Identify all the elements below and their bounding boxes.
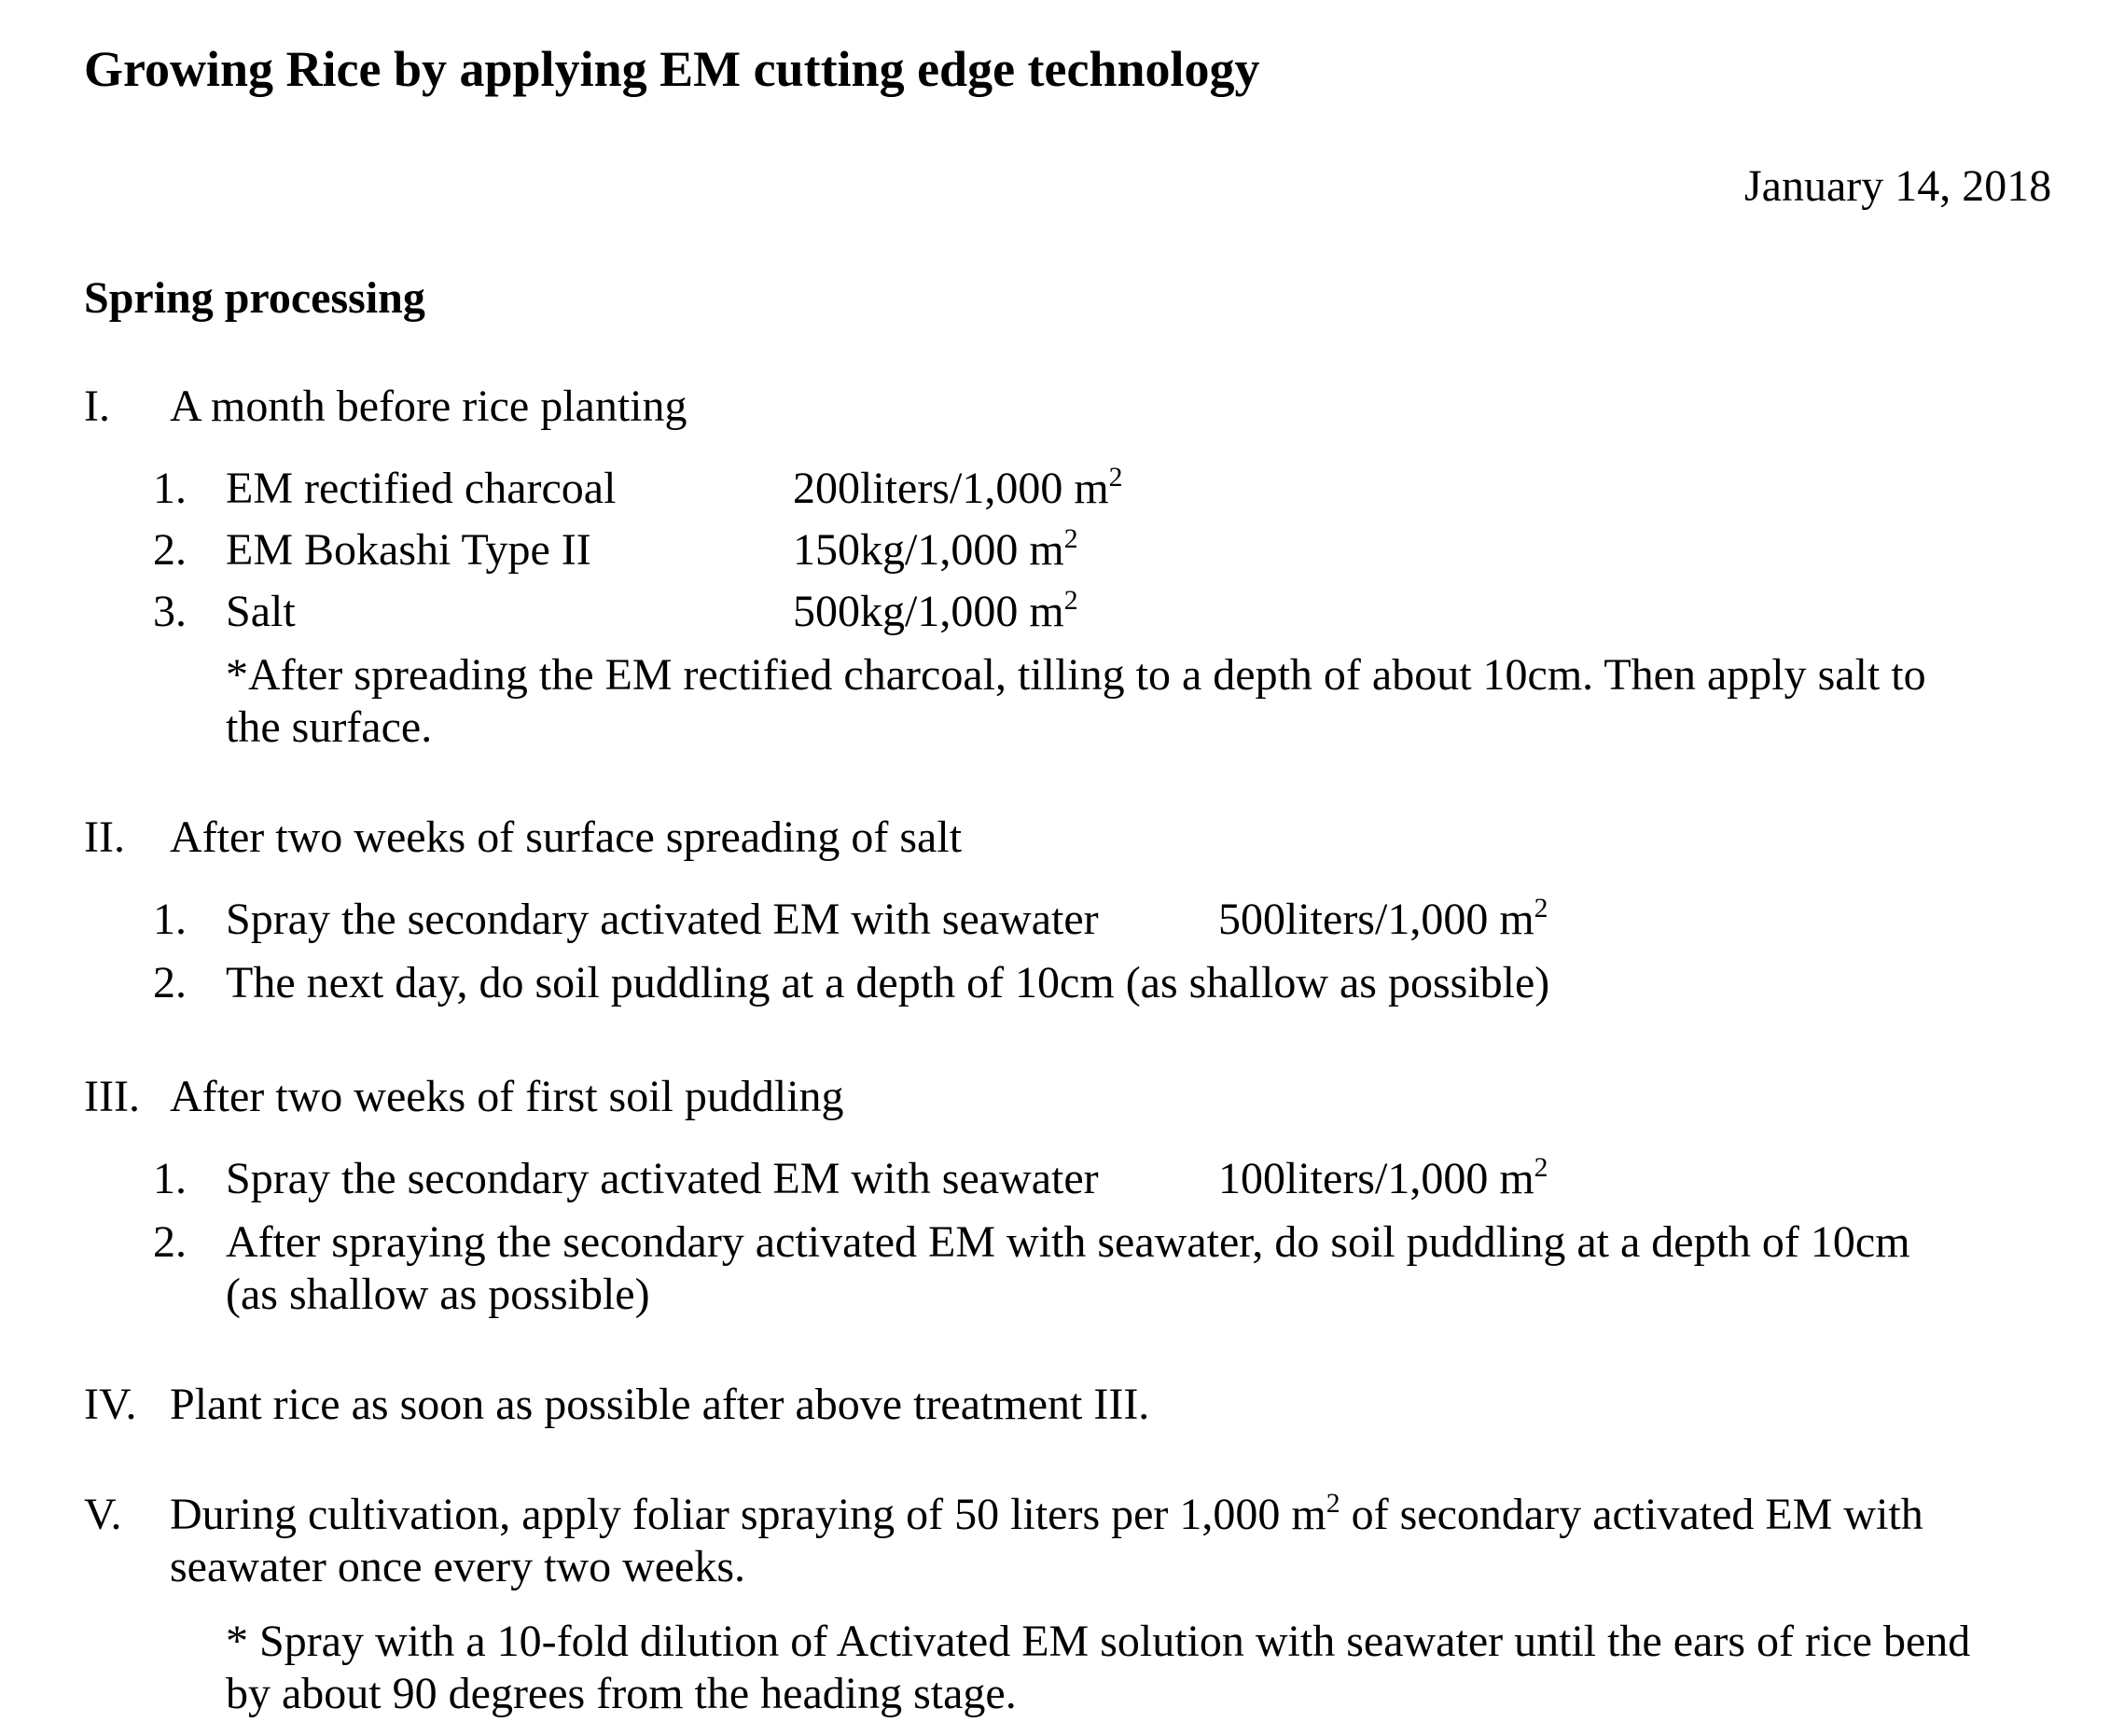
list-item-text: EM rectified charcoal [226, 464, 617, 513]
list-item-number: 1. [153, 464, 187, 513]
list-item-number: 1. [153, 1154, 187, 1203]
list-item-number: 3. [153, 587, 187, 636]
list-item-text: (as shallow as possible) [226, 1270, 650, 1319]
list-item-text: The next day, do soil puddling at a depth of 10cm (as shallow as possible) [226, 958, 1550, 1007]
section-heading-text: A month before rice planting [170, 382, 687, 431]
list-item-amount: 100liters/1,000 $m^2$ [1218, 1151, 1548, 1203]
section-numeral: III. [84, 1072, 140, 1121]
section-heading: Spring processing [84, 273, 425, 323]
list-item-number: 2. [153, 1217, 187, 1267]
document-title: Growing Rice by applying EM cutting edge technology [84, 41, 1260, 97]
note-text: *After spreading the EM rectified charcoal, tilling to a depth of about 10cm. Then apply salt to [226, 650, 1926, 700]
list-item-text: Spray the secondary activated EM with seawater [226, 895, 1099, 944]
list-item-text: EM Bokashi Type II [226, 525, 591, 575]
list-item-number: 1. [153, 895, 187, 944]
section-numeral: II. [84, 812, 125, 862]
note-text: the surface. [226, 702, 433, 752]
note-text: * Spray with a 10-fold dilution of Activated EM solution with seawater until the ears of rice bend [226, 1617, 1971, 1666]
list-item-number: 2. [153, 958, 187, 1007]
section-heading-text: After two weeks of surface spreading of salt [170, 812, 963, 862]
list-item-number: 2. [153, 525, 187, 575]
section-numeral: IV. [84, 1380, 137, 1429]
document-date: January 14, 2018 [1744, 161, 2052, 211]
section-numeral: V. [84, 1490, 122, 1539]
section-heading-text: seawater once every two weeks. [170, 1542, 746, 1591]
section-heading-text: During cultivation, apply foliar spraying of 50 liters per 1,000 $m^2$ of secondary activated EM with [170, 1487, 1923, 1539]
note-text: by about 90 degrees from the heading stage. [226, 1669, 1017, 1718]
section-heading-text: After two weeks of first soil puddling [170, 1072, 844, 1121]
list-item-text: Salt [226, 587, 296, 636]
list-item-text: After spraying the secondary activated EM with seawater, do soil puddling at a depth of 10cm [226, 1217, 1910, 1267]
list-item-amount: 500liters/1,000 $m^2$ [1218, 892, 1548, 944]
list-item-text: Spray the secondary activated EM with seawater [226, 1154, 1099, 1203]
section-heading-text: Plant rice as soon as possible after above treatment III. [170, 1380, 1150, 1429]
list-item-amount: 500kg/1,000 $m^2$ [793, 584, 1078, 636]
section-numeral: I. [84, 382, 110, 431]
list-item-amount: 150kg/1,000 $m^2$ [793, 522, 1078, 575]
list-item-amount: 200liters/1,000 $m^2$ [793, 461, 1123, 513]
